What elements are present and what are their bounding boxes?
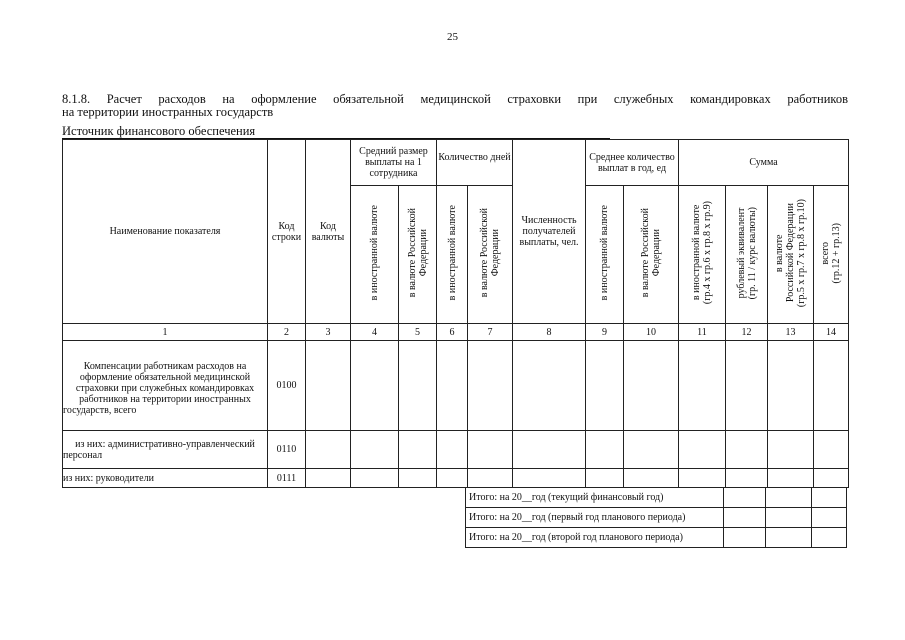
colnum-2: 2: [268, 324, 306, 341]
cell[interactable]: [399, 431, 437, 469]
total-label: Итого: на 20__год (второй год планового периода): [466, 528, 724, 548]
table-row: [63, 431, 849, 469]
row-code: 0111: [268, 469, 306, 488]
cell[interactable]: [768, 469, 814, 488]
row-code: 0100: [268, 341, 306, 431]
total-cell[interactable]: [724, 508, 766, 528]
total-cell[interactable]: [724, 488, 766, 508]
cell[interactable]: [624, 341, 679, 431]
totals-table: [465, 487, 847, 548]
cell[interactable]: [586, 469, 624, 488]
cell[interactable]: [468, 431, 513, 469]
section-title-line2: на территории иностранных государств: [62, 105, 274, 119]
cell[interactable]: [513, 341, 586, 431]
colnum-1: 1: [63, 324, 268, 341]
header-sum-total: всего (гр.12 + гр.13): [820, 222, 842, 284]
header-days-rub: в валюте Российской Федерации: [479, 208, 501, 298]
header-avg-foreign: в иностранной валюте: [369, 205, 380, 301]
row-code: 0110: [268, 431, 306, 469]
header-sum-foreign: в иностранной валюте (гр.4 x гр.6 x гр.8 x гр.9): [691, 201, 713, 305]
colnum-5: 5: [399, 324, 437, 341]
cell[interactable]: [306, 341, 351, 431]
cell[interactable]: [768, 431, 814, 469]
section-title: [62, 93, 848, 119]
cell[interactable]: [768, 341, 814, 431]
page-number: 25: [447, 31, 458, 43]
header-sum: Сумма: [679, 140, 849, 186]
total-label: Итого: на 20__год (первый год планового периода): [466, 508, 724, 528]
colnum-14: 14: [814, 324, 849, 341]
header-currency-code: Код валюты: [306, 140, 351, 324]
funding-source-label: Источник финансового обеспечения: [62, 124, 256, 138]
cell[interactable]: [399, 341, 437, 431]
colnum-3: 3: [306, 324, 351, 341]
header-qty-foreign: в иностранной валюте: [599, 205, 610, 301]
colnum-13: 13: [768, 324, 814, 341]
total-cell[interactable]: [766, 488, 812, 508]
cell[interactable]: [726, 469, 768, 488]
cell[interactable]: [814, 341, 849, 431]
header-days-count: Количество дней: [437, 140, 513, 186]
colnum-6: 6: [437, 324, 468, 341]
row-name: Компенсации работникам расходов на оформление обязательной медицинской страховки при служебных командировках работников на территории иностранных государств, всего: [63, 341, 268, 431]
cell[interactable]: [679, 431, 726, 469]
total-cell[interactable]: [766, 528, 812, 548]
header-recipients: Численность получателей выплаты, чел.: [513, 140, 586, 324]
colnum-9: 9: [586, 324, 624, 341]
header-qty-rub: в валюте Российской Федерации: [640, 208, 662, 298]
cell[interactable]: [437, 431, 468, 469]
cell[interactable]: [624, 469, 679, 488]
total-label: Итого: на 20__год (текущий финансовый год): [466, 488, 724, 508]
cell[interactable]: [513, 469, 586, 488]
cell[interactable]: [814, 469, 849, 488]
header-sum-rub: в валюте Российской Федерации (гр.5 x гр.7 x гр.8 x гр.10): [774, 198, 807, 308]
header-name: Наименование показателя: [63, 140, 268, 324]
cell[interactable]: [679, 469, 726, 488]
colnum-12: 12: [726, 324, 768, 341]
expense-table: [62, 139, 849, 488]
colnum-4: 4: [351, 324, 399, 341]
cell[interactable]: [399, 469, 437, 488]
header-days-foreign: в иностранной валюте: [446, 205, 458, 301]
row-name: из них: административно-управленческий персонал: [63, 431, 268, 469]
cell[interactable]: [624, 431, 679, 469]
cell[interactable]: [351, 469, 399, 488]
cell[interactable]: [351, 431, 399, 469]
totals-row: [466, 508, 847, 528]
totals-row: [466, 528, 847, 548]
cell[interactable]: [726, 431, 768, 469]
header-sum-rub-equiv: рублевый эквивалент (гр. 11 / курс валюты): [735, 206, 758, 300]
cell[interactable]: [513, 431, 586, 469]
header-row-code: Код строки: [268, 140, 306, 324]
cell[interactable]: [351, 341, 399, 431]
table-row: [63, 341, 849, 431]
header-avg-rub: в валюте Российской Федерации: [406, 208, 429, 298]
table-row: [63, 469, 849, 488]
section-title-line1: 8.1.8. Расчет расходов на оформление обязательной медицинской страховки при служебных командировках работников: [62, 92, 848, 106]
cell[interactable]: [306, 431, 351, 469]
header-avg-qty: Среднее количество выплат в год, ед: [586, 140, 679, 186]
colnum-11: 11: [679, 324, 726, 341]
total-cell[interactable]: [812, 488, 847, 508]
total-cell[interactable]: [812, 528, 847, 548]
total-cell[interactable]: [812, 508, 847, 528]
cell[interactable]: [726, 341, 768, 431]
colnum-10: 10: [624, 324, 679, 341]
cell[interactable]: [437, 341, 468, 431]
total-cell[interactable]: [724, 528, 766, 548]
cell[interactable]: [814, 431, 849, 469]
colnum-7: 7: [468, 324, 513, 341]
totals-row: [466, 488, 847, 508]
row-name: из них: руководители: [63, 469, 268, 488]
cell[interactable]: [468, 469, 513, 488]
cell[interactable]: [586, 341, 624, 431]
cell[interactable]: [468, 341, 513, 431]
header-avg-payment: Средний размер выплаты на 1 сотрудника: [351, 140, 437, 186]
cell[interactable]: [306, 469, 351, 488]
cell[interactable]: [586, 431, 624, 469]
cell[interactable]: [679, 341, 726, 431]
cell[interactable]: [437, 469, 468, 488]
total-cell[interactable]: [766, 508, 812, 528]
colnum-8: 8: [513, 324, 586, 341]
